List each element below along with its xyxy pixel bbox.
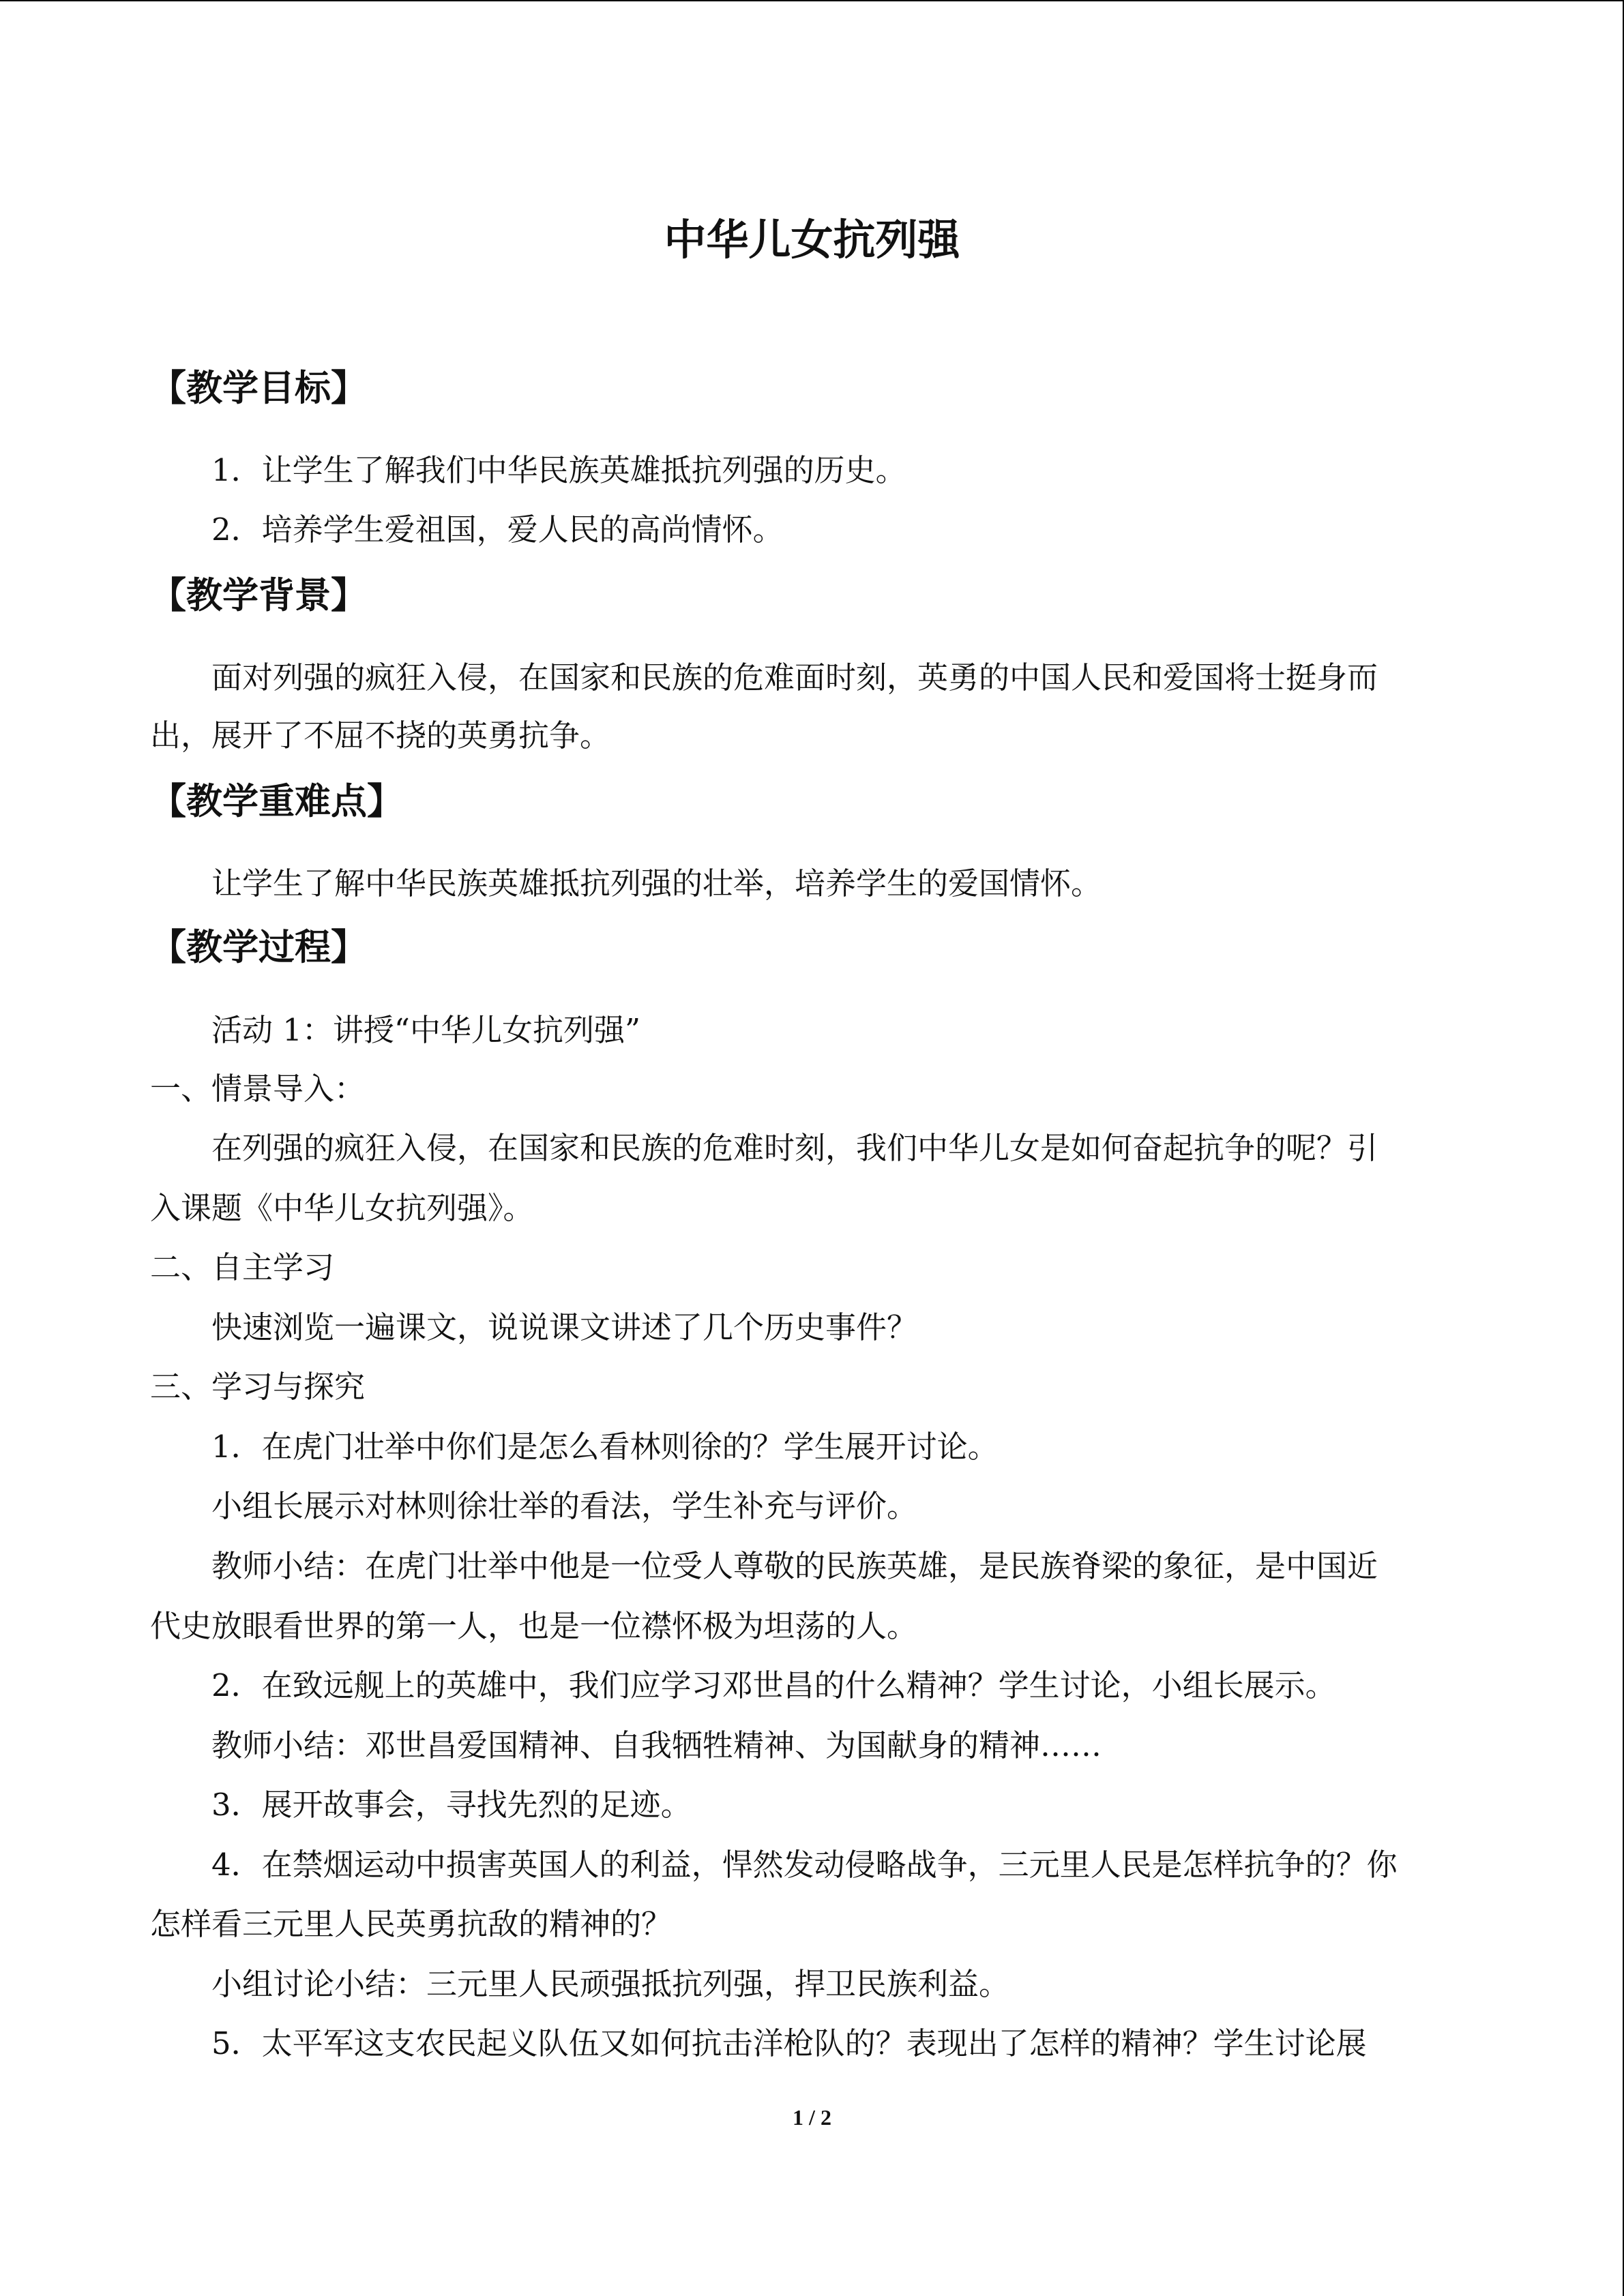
section-heading-key-points: 【教学重难点】	[150, 781, 403, 822]
process-line: 4．在禁烟运动中损害英国人的利益，悍然发动侵略战争，三元里人民是怎样抗争的？你	[211, 1847, 1398, 1883]
document-title: 中华儿女抗列强	[664, 215, 960, 265]
process-subheading: 三、学习与探究	[150, 1369, 366, 1405]
process-line: 3．展开故事会，寻找先烈的足迹。	[211, 1787, 692, 1823]
process-line: 活动 1：讲授“中华儿女抗列强”	[211, 1012, 640, 1048]
process-line: 代史放眼看世界的第一人，也是一位襟怀极为坦荡的人。	[150, 1608, 918, 1644]
process-line: 怎样看三元里人民英勇抗敌的精神的？	[150, 1906, 673, 1942]
process-line: 入课题《中华儿女抗列强》。	[150, 1190, 534, 1226]
process-line: 教师小结：在虎门壮举中他是一位受人尊敬的民族英雄，是民族脊梁的象征，是中国近	[211, 1548, 1378, 1584]
background-line: 面对列强的疯狂入侵，在国家和民族的危难面时刻，英勇的中国人民和爱国将士挺身而	[211, 659, 1378, 696]
process-line: 小组长展示对林则徐壮举的看法，学生补充与评价。	[211, 1488, 918, 1524]
process-line: 教师小结：邓世昌爱国精神、自我牺牲精神、为国献身的精神……	[211, 1727, 1102, 1763]
goal-item: 2．培养学生爱祖国，爱人民的高尚情怀。	[211, 511, 784, 548]
process-line: 快速浏览一遍课文，说说课文讲述了几个历史事件？	[211, 1309, 918, 1345]
process-subheading: 二、自主学习	[150, 1249, 335, 1285]
process-line: 5．太平军这支农民起义队伍又如何抗击洋枪队的？表现出了怎样的精神？学生讨论展	[211, 2025, 1367, 2061]
process-line: 1．在虎门壮举中你们是怎么看林则徐的？学生展开讨论。	[211, 1429, 999, 1465]
section-heading-goals: 【教学目标】	[150, 368, 367, 409]
goal-item: 1．让学生了解我们中华民族英雄抵抗列强的历史。	[211, 452, 906, 488]
page-number: 1 / 2	[793, 2105, 831, 2130]
section-heading-background: 【教学背景】	[150, 575, 367, 616]
process-line: 2．在致远舰上的英雄中，我们应学习邓世昌的什么精神？学生讨论，小组长展示。	[211, 1667, 1336, 1703]
background-line: 出，展开了不屈不挠的英勇抗争。	[150, 717, 611, 754]
process-line: 在列强的疯狂入侵，在国家和民族的危难时刻，我们中华儿女是如何奋起抗争的呢？引	[211, 1130, 1378, 1166]
process-subheading: 一、情景导入：	[150, 1071, 366, 1107]
process-line: 小组讨论小结：三元里人民顽强抵抗列强，捍卫民族利益。	[211, 1966, 1010, 2002]
key-points-line: 让学生了解中华民族英雄抵抗列强的壮举，培养学生的爱国情怀。	[211, 865, 1102, 901]
section-heading-process: 【教学过程】	[150, 927, 367, 968]
